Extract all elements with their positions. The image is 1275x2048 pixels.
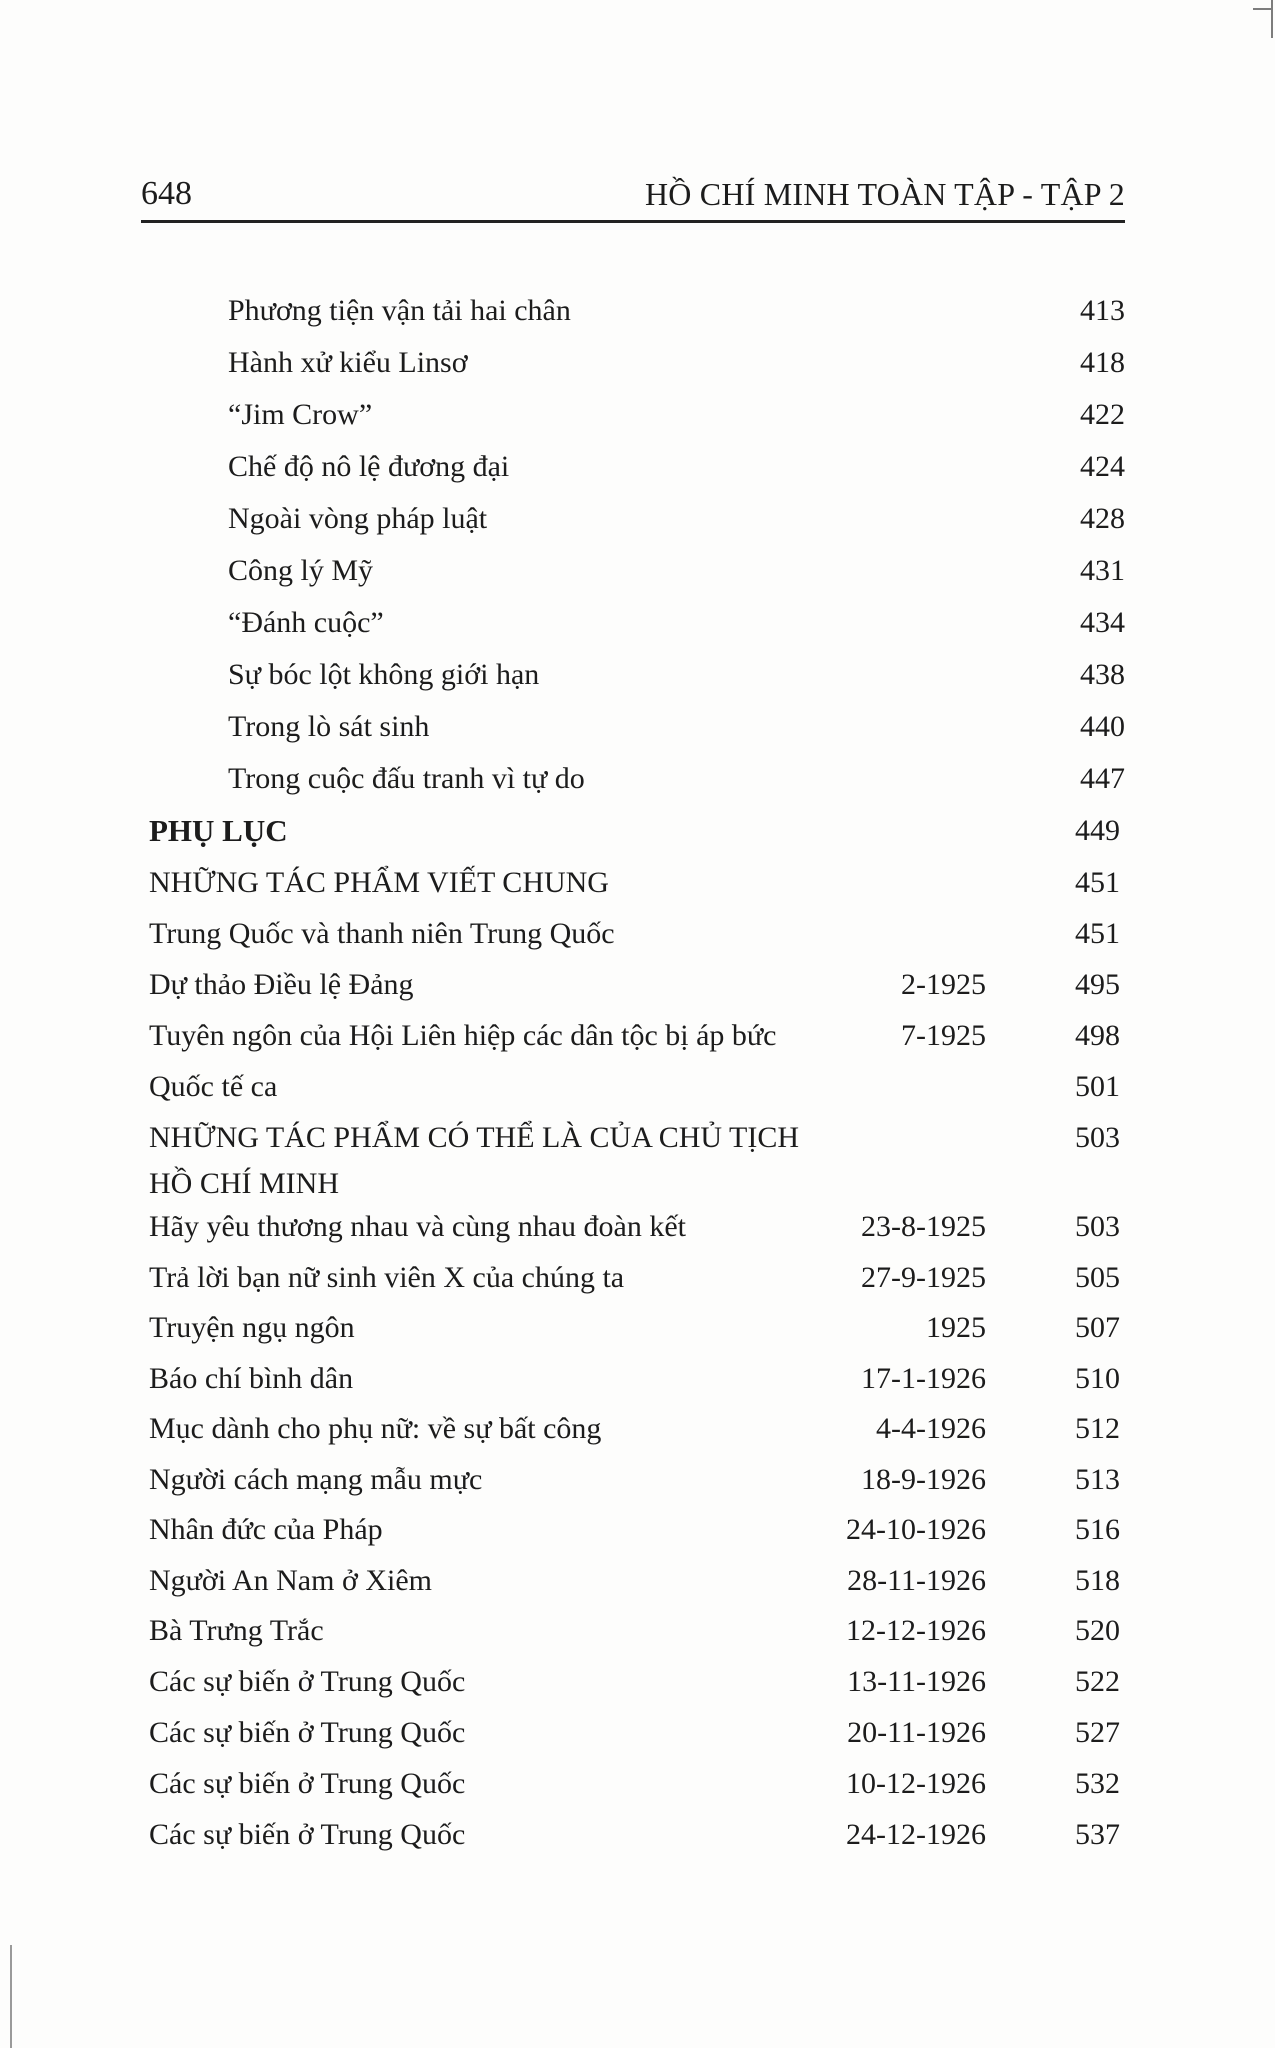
toc-entry	[228, 442, 1125, 492]
toc-entry-page: 447	[1080, 762, 1125, 795]
toc-entry-page: 428	[1080, 502, 1125, 535]
toc-entry-page: 498	[1075, 1019, 1120, 1052]
toc-entry	[149, 1202, 1120, 1252]
toc-section-joint-works	[149, 858, 1120, 908]
toc-entry-page: 418	[1080, 346, 1125, 379]
toc-entry-title: Quốc tế ca	[149, 1070, 278, 1103]
toc-entry-page: 532	[1075, 1767, 1120, 1800]
toc-entry-title: Dự thảo Điều lệ Đảng	[149, 968, 414, 1001]
toc-section-possible-works	[149, 1113, 1120, 1209]
toc-entry	[149, 909, 1120, 959]
toc-entry-page: 451	[1075, 866, 1120, 899]
toc-entry	[149, 1556, 1120, 1606]
toc-entry	[149, 1062, 1120, 1112]
toc-entry-title: Người An Nam ở Xiêm	[149, 1564, 432, 1597]
toc-entry-page: 501	[1075, 1070, 1120, 1103]
toc-entry-date: 13-11-1926	[847, 1665, 986, 1698]
toc-section-title-line1: NHỮNG TÁC PHẨM CÓ THỂ LÀ CỦA CHỦ TỊCH	[149, 1121, 799, 1154]
toc-entry	[149, 1505, 1120, 1555]
toc-entry-page: 431	[1080, 554, 1125, 587]
toc-entry-date: 18-9-1926	[861, 1463, 986, 1496]
toc-entry-page: 527	[1075, 1716, 1120, 1749]
toc-entry-title: Công lý Mỹ	[228, 554, 374, 587]
toc-entry-title: Các sự biến ở Trung Quốc	[149, 1716, 466, 1749]
toc-entry	[149, 960, 1120, 1010]
toc-entry	[149, 1759, 1120, 1809]
toc-entry-page: 520	[1075, 1614, 1120, 1647]
toc-section-appendix	[149, 806, 1120, 856]
toc-entry	[228, 390, 1125, 440]
toc-entry-date: 24-10-1926	[846, 1513, 986, 1546]
toc-entry-date: 28-11-1926	[847, 1564, 986, 1597]
toc-entry-title: “Đánh cuộc”	[228, 606, 384, 639]
toc-entry-title: Chế độ nô lệ đương đại	[228, 450, 510, 483]
toc-entry-page: 449	[1075, 814, 1120, 847]
running-title: HỒ CHÍ MINH TOÀN TẬP - TẬP 2	[644, 176, 1125, 212]
toc-entry	[149, 1810, 1120, 1860]
page-number: 648	[141, 175, 192, 212]
toc-entry	[149, 1253, 1120, 1303]
toc-entry-title: Trung Quốc và thanh niên Trung Quốc	[149, 917, 615, 950]
toc-entry-title: Phương tiện vận tải hai chân	[228, 294, 571, 327]
toc-entry-date: 17-1-1926	[861, 1362, 986, 1395]
toc-entry-page: 495	[1075, 968, 1120, 1001]
toc-entry-page: 505	[1075, 1261, 1120, 1294]
toc-entry	[149, 1657, 1120, 1707]
toc-entry	[228, 754, 1125, 804]
toc-entry-page: 413	[1080, 294, 1125, 327]
toc-entry-page: 503	[1075, 1121, 1120, 1154]
toc-entry	[228, 650, 1125, 700]
toc-entry-page: 516	[1075, 1513, 1120, 1546]
toc-entry-date: 12-12-1926	[846, 1614, 986, 1647]
toc-entry-title: Trong lò sát sinh	[228, 710, 430, 743]
toc-entry	[149, 1354, 1120, 1404]
toc-entry-date: 24-12-1926	[846, 1818, 986, 1851]
toc-entry-title: Ngoài vòng pháp luật	[228, 502, 488, 535]
toc-entry	[149, 1404, 1120, 1454]
toc-entry-page: 537	[1075, 1818, 1120, 1851]
toc-entry-page: 438	[1080, 658, 1125, 691]
toc-entry-title: Bà Trưng Trắc	[149, 1614, 324, 1647]
toc-entry-date: 23-8-1925	[861, 1210, 986, 1243]
toc-entry-date: 2-1925	[901, 968, 986, 1001]
toc-entry-title: Các sự biến ở Trung Quốc	[149, 1665, 466, 1698]
toc-entry	[149, 1455, 1120, 1505]
toc-section-title: PHỤ LỤC	[149, 813, 288, 848]
toc-entry	[228, 546, 1125, 596]
toc-entry-title: Nhân đức của Pháp	[149, 1513, 383, 1546]
toc-entry-date: 10-12-1926	[846, 1767, 986, 1800]
toc-entry-date: 4-4-1926	[876, 1412, 986, 1445]
toc-entry	[228, 598, 1125, 648]
toc-entry-title: Người cách mạng mẫu mực	[149, 1463, 483, 1496]
toc-entry-page: 510	[1075, 1362, 1120, 1395]
toc-entry-date: 20-11-1926	[847, 1716, 986, 1749]
toc-entry-title: Truyện ngụ ngôn	[149, 1311, 355, 1344]
toc-entry-title: Tuyên ngôn của Hội Liên hiệp các dân tộc bị áp bức	[149, 1019, 777, 1052]
toc-entry-page: 513	[1075, 1463, 1120, 1496]
toc-entry-title: Sự bóc lột không giới hạn	[228, 658, 540, 691]
toc-entry-title: Báo chí bình dân	[149, 1362, 354, 1395]
toc-entry	[149, 1708, 1120, 1758]
toc-entry	[149, 1303, 1120, 1353]
toc-entry-page: 451	[1075, 917, 1120, 950]
toc-section-title: NHỮNG TÁC PHẨM VIẾT CHUNG	[149, 866, 609, 899]
toc-entry-title: Các sự biến ở Trung Quốc	[149, 1818, 466, 1851]
toc-entry-title: Trả lời bạn nữ sinh viên X của chúng ta	[149, 1261, 625, 1294]
toc-entry-page: 503	[1075, 1210, 1120, 1243]
toc-entry	[228, 702, 1125, 752]
toc-entry-date: 1925	[926, 1311, 986, 1344]
toc-entry	[149, 1606, 1120, 1656]
toc-entry	[228, 338, 1125, 388]
toc-entry-page: 440	[1080, 710, 1125, 743]
toc-entry-page: 434	[1080, 606, 1125, 639]
toc-entry-page: 512	[1075, 1412, 1120, 1445]
toc-entry-title: Các sự biến ở Trung Quốc	[149, 1767, 466, 1800]
toc-entry	[228, 494, 1125, 544]
toc-entry-title: “Jim Crow”	[228, 398, 373, 431]
toc-entry-page: 518	[1075, 1564, 1120, 1597]
toc-entry-page: 522	[1075, 1665, 1120, 1698]
toc-entry-title: Hành xử kiểu Linsơ	[228, 346, 468, 379]
toc-entry-title: Trong cuộc đấu tranh vì tự do	[228, 762, 585, 795]
toc-entry-title: Mục dành cho phụ nữ: về sự bất công	[149, 1412, 602, 1445]
toc-entry-page: 424	[1080, 450, 1125, 483]
toc-entry-date: 7-1925	[901, 1019, 986, 1052]
toc-entry-page: 422	[1080, 398, 1125, 431]
toc-entry	[228, 286, 1125, 336]
toc-entry	[149, 1011, 1120, 1061]
toc-section-title-line2: HỒ CHÍ MINH	[149, 1167, 339, 1200]
toc-entry-page: 507	[1075, 1311, 1120, 1344]
toc-entry-title: Hãy yêu thương nhau và cùng nhau đoàn kết	[149, 1210, 686, 1243]
toc-entry-date: 27-9-1925	[861, 1261, 986, 1294]
